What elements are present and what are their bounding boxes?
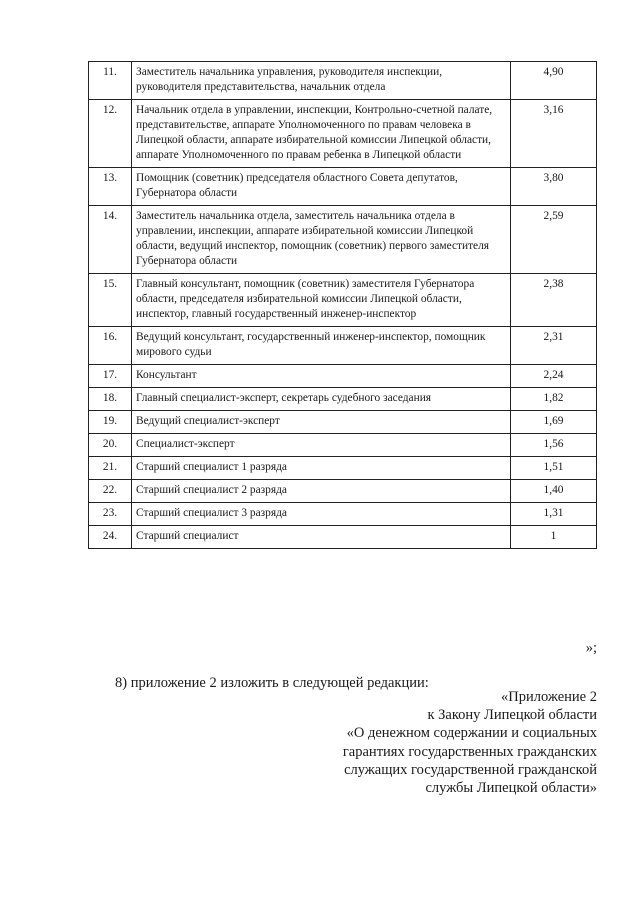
amendment-instruction: 8) приложение 2 изложить в следующей редакции: [115, 675, 429, 691]
table-row [89, 168, 597, 206]
table-row [89, 503, 597, 526]
coefficient-value: 2,38 [511, 274, 597, 327]
salary-coefficient-table [88, 61, 597, 549]
table-body [89, 62, 597, 549]
position-title: Помощник (советник) председателя областного Совета депутатов, Губернатора области [132, 168, 511, 206]
coefficient-value: 3,80 [511, 168, 597, 206]
closing-quote-mark: »; [585, 640, 597, 656]
coefficient-value: 2,31 [511, 327, 597, 365]
position-title: Старший специалист [132, 526, 511, 549]
table-row [89, 274, 597, 327]
position-title: Старший специалист 2 разряда [132, 480, 511, 503]
position-title: Главный консультант, помощник (советник) заместителя Губернатора области, председателя избирательной комиссии Липецкой области, инспектор, главный государственный инженер-инспектор [132, 274, 511, 327]
position-title: Старший специалист 1 разряда [132, 457, 511, 480]
table-row [89, 365, 597, 388]
table-row [89, 434, 597, 457]
coefficient-value: 1,40 [511, 480, 597, 503]
coefficient-value: 1,56 [511, 434, 597, 457]
position-title: Начальник отдела в управлении, инспекции, Контрольно-счетной палате, представительстве, аппарате Уполномоченного по правам человека в Липецкой области, аппарате избирательной комиссии Липецкой области, аппарате Уполномоченного по правам ребенка в Липецкой области [132, 100, 511, 168]
position-title: Заместитель начальника управления, руководителя инспекции, руководителя представительства, начальник отдела [132, 62, 511, 100]
coefficient-value: 1 [511, 526, 597, 549]
position-title: Старший специалист 3 разряда [132, 503, 511, 526]
row-number: 24. [89, 526, 132, 549]
appendix-header [343, 688, 597, 797]
row-number: 19. [89, 411, 132, 434]
row-number: 23. [89, 503, 132, 526]
row-number: 12. [89, 100, 132, 168]
coefficient-value: 1,51 [511, 457, 597, 480]
table-row [89, 526, 597, 549]
row-number: 17. [89, 365, 132, 388]
table-row [89, 100, 597, 168]
position-title: Ведущий специалист-эксперт [132, 411, 511, 434]
appendix-header-line: служащих государственной гражданской [344, 761, 597, 778]
position-title: Главный специалист-эксперт, секретарь судебного заседания [132, 388, 511, 411]
row-number: 11. [89, 62, 132, 100]
coefficient-value: 1,31 [511, 503, 597, 526]
appendix-header-line: «О денежном содержании и социальных [346, 725, 597, 742]
row-number: 21. [89, 457, 132, 480]
table-row [89, 327, 597, 365]
table-row [89, 457, 597, 480]
table-row [89, 480, 597, 503]
position-title: Консультант [132, 365, 511, 388]
position-title: Ведущий консультант, государственный инженер-инспектор, помощник мирового судьи [132, 327, 511, 365]
position-title: Специалист-эксперт [132, 434, 511, 457]
row-number: 14. [89, 206, 132, 274]
row-number: 15. [89, 274, 132, 327]
row-number: 18. [89, 388, 132, 411]
position-title: Заместитель начальника отдела, заместитель начальника отдела в управлении, инспекции, аппарате избирательной комиссии Липецкой области, ведущий инспектор, помощник (советник) первого заместителя Губернатора области [132, 206, 511, 274]
row-number: 16. [89, 327, 132, 365]
coefficient-value: 1,69 [511, 411, 597, 434]
coefficient-value: 3,16 [511, 100, 597, 168]
coefficient-value: 4,90 [511, 62, 597, 100]
row-number: 13. [89, 168, 132, 206]
coefficient-value: 1,82 [511, 388, 597, 411]
appendix-header-line: службы Липецкой области» [425, 780, 597, 797]
coefficient-value: 2,24 [511, 365, 597, 388]
table-row [89, 388, 597, 411]
table-row [89, 62, 597, 100]
appendix-header-line: к Закону Липецкой области [427, 707, 597, 724]
table-row [89, 411, 597, 434]
appendix-header-line: «Приложение 2 [501, 689, 597, 705]
row-number: 20. [89, 434, 132, 457]
appendix-header-line: гарантиях государственных гражданских [342, 743, 597, 760]
row-number: 22. [89, 480, 132, 503]
coefficient-value: 2,59 [511, 206, 597, 274]
table-row [89, 206, 597, 274]
